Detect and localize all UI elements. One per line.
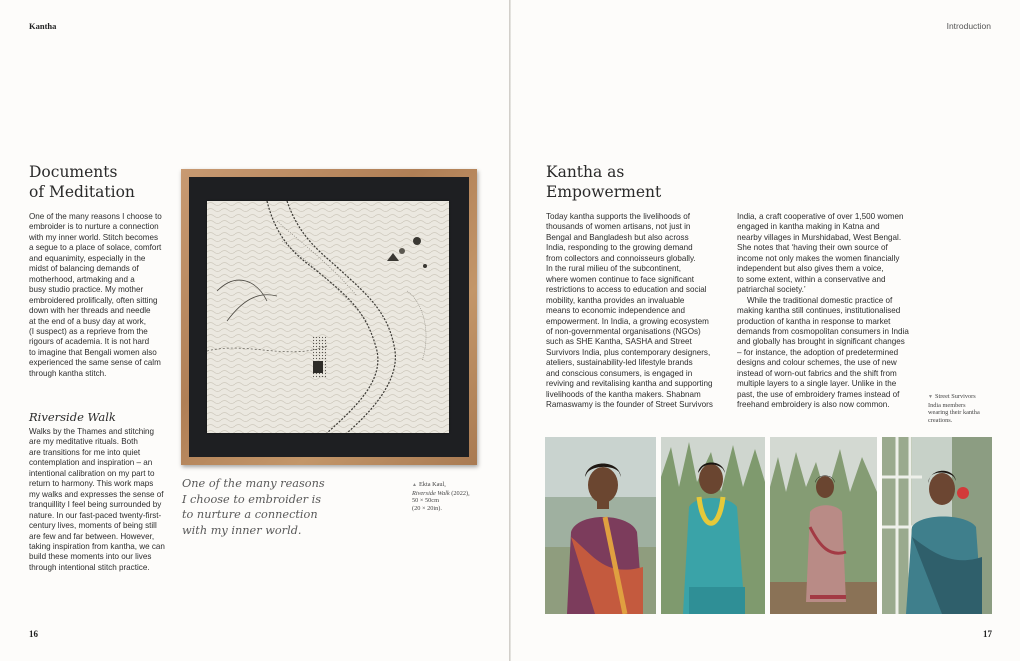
text-line: In the rural milieu of the subcontinent, [546,264,681,274]
triangle-up-icon: ▲ [412,483,417,488]
text-line: at the end of a busy day at work, [29,316,146,326]
text-line: return to harmony. This work maps [29,479,154,489]
text-line: (I suspect) as a reprieve from the [29,326,148,336]
text-line: restrictions to access to education and social [546,285,707,295]
caption-dims-in: (20 × 20in). [412,504,442,512]
text-line: nature. In our fast-paced twenty-first- [29,510,162,520]
page-number-left: 16 [29,629,38,639]
text-line: India, a craft cooperative of over 1,500 women [737,212,904,221]
text-line: ateliers, sustainability-led lifestyle brands [546,358,693,368]
artwork-caption [412,481,492,512]
text-line: Bengal and Bangladesh but also across [546,232,689,242]
caption-artist: Ekta Kaul, [418,481,446,488]
text-line: with my inner world. Stitch becomes [29,232,159,242]
text-line: and globally has brought in significant changes [737,337,905,347]
text-line: Today kantha supports the livelihoods of [546,212,690,221]
text-line: are my meditative rituals. Both [29,437,138,447]
paragraph [546,212,730,411]
pull-quote-line: with my inner world. [182,523,302,537]
text-line: rigours of academia. It is not hard [29,337,150,347]
text-line: reviving and revitalising kantha and supporting [546,379,713,389]
text-line: She notes that ‘having their own source of [737,243,888,253]
text-line: multiple layers to a single layer. Unlike in the [737,379,897,389]
caption-line: India members [928,401,966,409]
caption-line: creations. [928,416,953,424]
text-line: motherhood, artmaking and a [29,274,135,284]
running-head-left: Kantha [29,21,57,31]
text-line: means to economic independence and [546,306,686,316]
paragraph [737,296,923,411]
portrait-photo-4 [882,437,992,614]
caption-year: (2022), [451,489,470,497]
text-line: a segue to a place of solace, comfort [29,243,162,253]
photo-caption [928,393,1008,424]
artwork-frame [181,169,477,465]
pull-quote-line: to nurture a connection [182,508,318,521]
caption-line: wearing their kantha [928,409,980,417]
text-line: making kantha still continues, institutionalised [737,306,901,316]
text-line: – for instance, the adoption of predetermined [737,347,899,357]
text-line: century lives, moments of being still [29,521,157,531]
text-line: livelihoods of the kantha makers. Shabnam [546,389,701,399]
artwork-mount [189,177,469,457]
text-line: production of kantha in response to market [737,316,891,326]
text-line: embroidered prolifically, often sitting [29,295,158,305]
text-line: past, the use of embroidery frames instead of [737,389,900,399]
text-line: from collectors and connoisseurs globally. [546,253,696,263]
text-line: India, responding to the growing demand [546,243,693,253]
caption-title: Riverside Walk [412,489,450,497]
text-line: designs and colour schemes, the use of new [737,358,897,368]
text-line: midst of balancing demands of [29,264,139,274]
pull-quote [182,476,332,538]
text-line: and conscious consumers, is engaged in [546,368,693,378]
text-line: thousands of women artisans, not just in [546,222,691,232]
text-line: nearby villages in Murshidabad, West Bengal. [737,232,902,242]
text-line: mobility, kantha provides an invaluable [546,295,685,305]
text-line: are few and far between. However, [29,531,155,541]
paragraph [29,212,174,379]
paragraph [29,427,174,573]
body-text-column-1 [546,212,730,411]
section-title-line: of Meditation [29,183,135,201]
text-line: to imagine that Bengali women also [29,347,157,357]
text-line: freehand embroidery is also now common. [737,400,890,410]
text-line: intentional calibration on my part to [29,468,155,478]
section-title-line: Documents [29,163,118,181]
text-line: independent but also gives them a voice, [737,264,884,274]
text-line: While the traditional domestic practice of [747,295,893,305]
kantha-artwork-image [207,201,449,433]
text-line: demands from cosmopolitan consumers in India [737,326,909,336]
text-line: busy studio practice. My mother [29,285,144,295]
text-line: contemplation and inspiration – an [29,458,153,468]
pull-quote-line: I choose to embroider is [182,492,322,506]
text-line: engaged in kantha making in Katna and [737,222,880,232]
text-line: such as SHE Kantha, SASHA and Street [546,337,692,347]
body-text-riverside [29,427,174,573]
body-text-meditation [29,212,174,379]
portrait-photo-2 [661,437,765,614]
text-line: through kantha stitch. [29,368,107,378]
subheading-riverside-walk: Riverside Walk [29,410,116,424]
paragraph [737,212,923,296]
section-title-documents [29,162,135,202]
text-line: One of the many reasons I choose to [29,212,162,221]
text-line: of non-governmental organisations (NGOs) [546,326,701,336]
caption-line: Street Survivors [934,393,976,400]
text-line: patriarchal society.’ [737,285,806,295]
text-line: Ramaswamy is the founder of Street Survivors [546,400,713,410]
caption-dims-cm: 50 × 50cm [412,497,439,505]
triangle-down-icon: ▼ [928,395,933,400]
portrait-photo-3 [770,437,877,614]
section-title-line: Kantha as [546,163,625,181]
text-line: my walks and expresses the sense of [29,489,164,499]
text-line: through intentional stitch practice. [29,562,150,572]
section-title-line: Empowerment [546,183,662,201]
text-line: experienced the same sense of calm [29,358,161,368]
text-line: are transitions for me into quiet [29,447,141,457]
text-line: Walks by the Thames and stitching [29,427,155,436]
running-head-right: Introduction [946,21,991,31]
text-line: where women continue to face significant [546,274,695,284]
text-line: Survivors India, plus contemporary designers, [546,347,711,357]
text-line: income not only makes the women financially [737,253,900,263]
body-text-column-2 [737,212,923,411]
page-number-right: 17 [983,629,992,639]
text-line: tranquillity I feel being surrounded by [29,500,162,510]
text-line: embroider is to nurture a connection [29,222,159,232]
section-title-empowerment [546,162,661,202]
text-line: to some extent, within a conservative and [737,274,886,284]
text-line: empowerment. In India, a growing ecosystem [546,316,709,326]
text-line: and equanimity, especially in the [29,253,146,263]
text-line: down with her threads and needle [29,306,151,316]
left-page [0,0,509,661]
portrait-photo-1 [545,437,656,614]
pull-quote-line: One of the many reasons [182,477,325,490]
right-page [511,0,1020,661]
text-line: taking inspiration from kantha, we can [29,541,165,551]
text-line: build these moments into our lives [29,552,152,562]
text-line: instead of worn-out fabrics and the shift from [737,368,897,378]
